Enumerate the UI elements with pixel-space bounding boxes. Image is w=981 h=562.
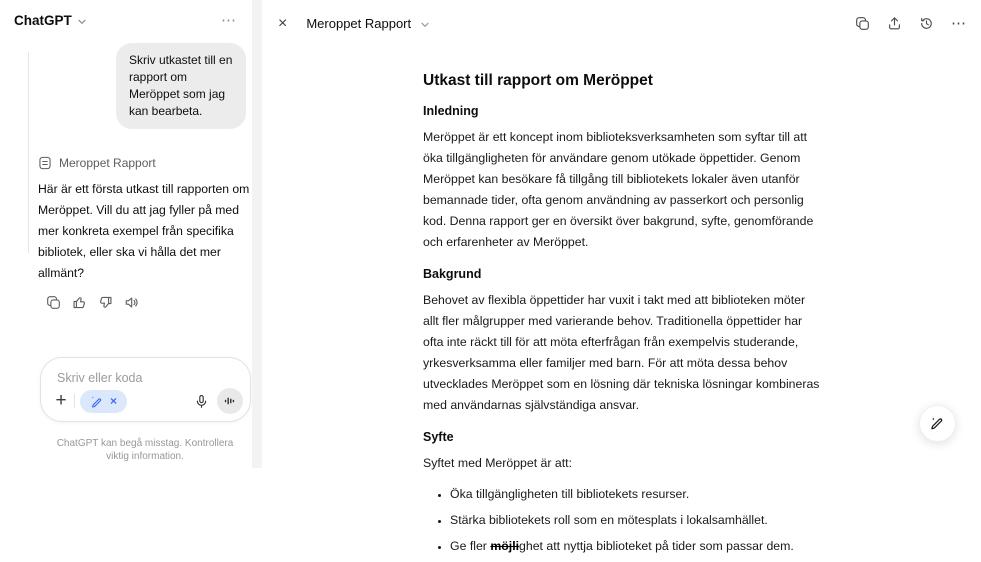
voice-mode-button[interactable] — [217, 388, 243, 414]
thread-rail — [28, 52, 29, 253]
edit-pencil-sparkle-icon — [929, 415, 946, 432]
bullet3-text: ghet att nyttja biblioteket på tider som passar dem. — [519, 539, 794, 553]
canvas-mode-pill[interactable] — [80, 390, 127, 413]
user-message-bubble: Skriv utkastet till en rapport om Meröppet som jag kan bearbeta. — [116, 43, 246, 129]
doc-bullet-item[interactable] — [450, 536, 823, 557]
bullet3-text: Ge fler — [450, 539, 491, 553]
composer-toolbar — [50, 388, 243, 414]
doc-bullet-item[interactable]: • Stärka bibliotekets roll som en mötesplats i lokalsamhället. — [450, 510, 823, 531]
more-icon[interactable]: ⋯ — [951, 14, 967, 32]
panel-scrollbar-gutter[interactable] — [252, 0, 262, 468]
message-input[interactable]: Skriv eller koda — [57, 371, 143, 385]
attach-plus-button[interactable]: + — [55, 390, 67, 411]
canvas-title-dropdown[interactable] — [306, 16, 430, 31]
canvas-header-actions — [855, 16, 967, 31]
doc-paragraph-inledning[interactable]: Meröppet är ett koncept inom biblioteksverksamheten som syftar till att öka tillgängligheten för användare genom utökade öppettider. Genom Meröppet kan besökare få tillgång till bibliotekets lokaler även utanför bemannade tider, ofta genom användning av passerkort och personlig kod. Denna rapport ger en översikt över bakgrund, syfte, genomförande och erfarenheter av Meröppet. — [423, 130, 814, 249]
doc-bullet-list — [423, 484, 823, 557]
chat-header — [0, 0, 252, 28]
thumbs-up-icon[interactable] — [72, 295, 87, 310]
user-message-row — [0, 43, 246, 129]
bullet3-struck-text: möjli — [490, 539, 520, 553]
voice-mode-icon — [223, 394, 237, 408]
canvas-header — [262, 0, 981, 31]
chat-more-button[interactable]: ⋯ — [221, 11, 236, 29]
share-icon[interactable] — [887, 16, 902, 31]
chevron-down-icon — [420, 20, 430, 30]
doc-chip-label: Meroppet Rapport — [59, 156, 156, 170]
canvas-title-label: Meroppet Rapport — [306, 16, 412, 31]
message-actions — [46, 295, 253, 310]
toolbar-divider — [74, 394, 75, 408]
canvas-doc-chip[interactable] — [38, 156, 253, 170]
composer — [40, 357, 251, 422]
doc-heading-bakgrund[interactable]: Bakgrund — [423, 267, 482, 281]
document-icon — [38, 156, 52, 170]
canvas-panel — [262, 0, 981, 553]
canvas-pill-close-icon[interactable]: × — [110, 394, 118, 408]
canvas-pencil-icon — [90, 395, 103, 408]
assistant-message-text: Här är ett första utkast till rapporten om Meröppet. Vill du att jag fyller på med mer konkreta exempel från specifika bibliotek, eller ska vi hålla det mer allmänt? — [38, 182, 250, 280]
close-icon[interactable]: × — [278, 14, 288, 32]
history-icon[interactable] — [919, 16, 934, 31]
doc-paragraph-syfte-intro[interactable]: Syftet med Meröppet är att: — [423, 456, 572, 470]
model-switcher[interactable] — [14, 13, 87, 28]
doc-paragraph-bakgrund[interactable]: Behovet av flexibla öppettider har vuxit i takt med att biblioteken möter allt fler målgrupper med varierande behov. Traditionella öppettider har ofta inte räckt till för att möta efterfrågan från exempelvis studerande, yrkesverksamma eller familjer med barn. För att möta dessa behov utvecklades Meröppet som en lösning där tekniska lösningar kombineras med användarnas självständiga ansvar. — [423, 293, 820, 412]
chevron-down-icon — [77, 17, 87, 27]
doc-heading-inledning[interactable]: Inledning — [423, 104, 479, 118]
thumbs-down-icon[interactable] — [98, 295, 113, 310]
edit-with-ai-button[interactable] — [919, 405, 956, 442]
disclaimer-text: ChatGPT kan begå misstag. Kontrollera viktig information. — [56, 438, 234, 462]
doc-heading-syfte[interactable]: Syfte — [423, 430, 454, 444]
read-aloud-icon[interactable] — [124, 295, 139, 310]
chat-title-label: ChatGPT — [14, 13, 72, 28]
chat-panel — [0, 0, 252, 468]
assistant-message — [38, 156, 253, 310]
copy-icon[interactable] — [46, 295, 61, 310]
doc-bullet-item[interactable]: • Öka tillgängligheten till bibliotekets resurser. — [450, 484, 823, 505]
doc-title[interactable]: Utkast till rapport om Meröppet — [423, 72, 653, 89]
canvas-document[interactable] — [423, 72, 823, 562]
copy-icon[interactable] — [855, 16, 870, 31]
microphone-icon[interactable] — [194, 394, 209, 409]
